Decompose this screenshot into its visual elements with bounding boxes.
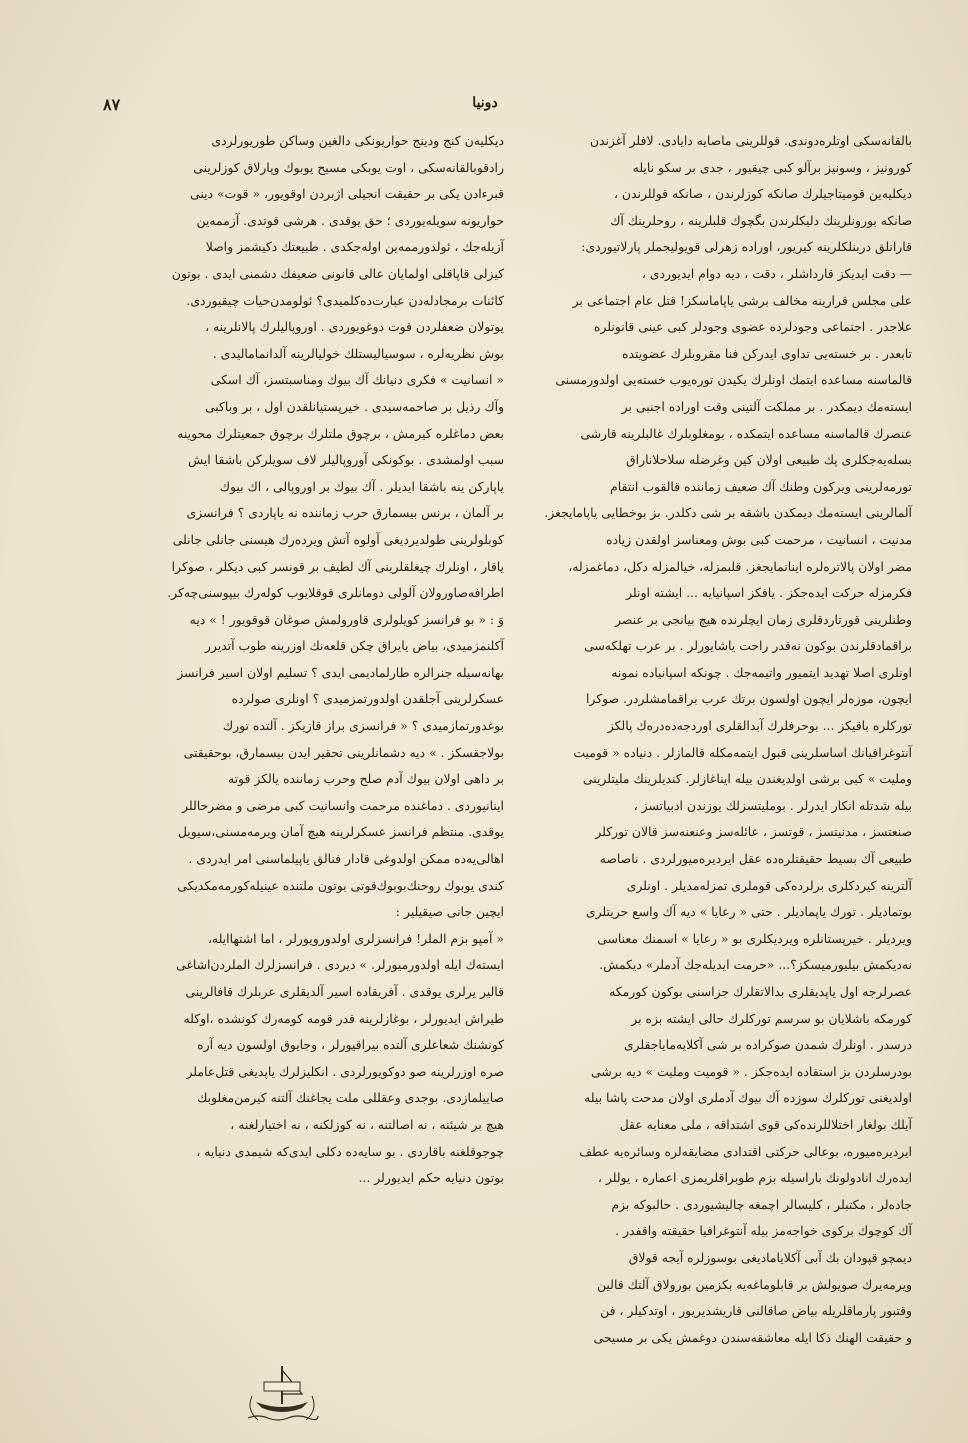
text-line: بوغدورتمازمیدی ؟ « فرانسزی براز قازیکز . آلتده تورك bbox=[222, 718, 504, 734]
text-line: بر آلمان ، برنس بیسمارق حرب زماننده نه یاپاردی ؟ فرانسزی bbox=[186, 505, 504, 521]
text-line: وَ : « بو فرانسز کویلولری قاورولمش صوغان قوقویور ! » دیه bbox=[189, 611, 504, 627]
text-line: یاقار ، اونلرك چیغلقلرینی آك لطیف بر قونسر کبی دیکلر ، صوکرا bbox=[171, 558, 504, 574]
text-line: آکلنمزمیدی، بیاض یایراق چکن قلعه‌نك اوزرینه طوب آتدیرر bbox=[204, 638, 504, 654]
text-line: صنعتسز ، مدنیتسز ، قوتسز ، عائله‌سز وعنعنه‌سز قالان تورکلر bbox=[595, 824, 912, 840]
text-line: اطرافه‌صاورولان آلولی دومانلری قوقلایوب کوله‌رك بیپوسنی‌چه‌کر. bbox=[167, 585, 504, 601]
text-line: ویرمه‌یرك صویولش بر قابلوماغه‌یه بکزمین بورولاق آلتك قالین bbox=[597, 1276, 912, 1292]
text-line: کائنات برمجادله‌دن عبارت‌ده‌کلمیدی؟ ئولومدن‌حیات چیقیوردی. bbox=[186, 292, 504, 308]
ship-banner bbox=[264, 1382, 300, 1391]
text-line: آلترینه کیردکلری برلرده‌کی قوملری تمزله‌مدیلر . اونلری bbox=[626, 877, 912, 893]
text-line: عصرلرجه اول یاپدیقلری بدالاتقلرك جزاسنی بوکون کورمکه bbox=[609, 984, 912, 999]
text-line: « آمپو بزم الملر! فرانسزلری اولدورویورلر ، اما اشتها‌ایله، bbox=[207, 930, 504, 946]
text-line: درسدر . اونلرك شمدن صوکراده بر شی آکلایه‌مایاجقلری bbox=[623, 1037, 912, 1053]
text-column-left bbox=[104, 128, 504, 1192]
text-line: اولدیغنی تورکلرك سوزده آك بیوك آدملری اولان مدحت پاشا بیله bbox=[584, 1090, 912, 1106]
text-line: بیله شدتله انکار ایدرلر . بوملیتسزلك یوزندن ادبیاتسز ، bbox=[633, 797, 912, 813]
text-line: بوتون دنیایه حکم ایدیورلر ... bbox=[358, 1170, 504, 1186]
text-line: نه‌دیکمش بیلیورمیسکز؟... «حرمت ایدیله‌جك آدملر» دیکمش. bbox=[599, 957, 912, 973]
text-line: عنصرك قالماسنه مساعده ایتمکده ، بومغلوبلرك غالبلرینه قارشی bbox=[580, 425, 912, 441]
text-line: چوجوقلغنه باقاردی . بو سایه‌ده دکلی ایدی‌که شیمدی دنیایه ، bbox=[196, 1143, 504, 1159]
text-line: ایسته‌مك دیمکدر . بر مملکت آلتینی وقت اوراده اجنبی بر bbox=[621, 398, 912, 414]
text-line: و حقیقت الهنك ذکا ایله معاشقه‌سندن دوغمش یکی بر مسیحی bbox=[593, 1329, 912, 1345]
text-line: بالقانه‌سکی اوتلره‌دوندی. قوللرینی ماصایه دایادی. لافلر آغزندن bbox=[589, 133, 912, 148]
text-line: ایچون، موزه‌لر ایچون اولسون برتك عرب براقمامشلردر. صوکرا bbox=[585, 691, 912, 707]
text-line: تورکلره باقیکز ... بوحرفلرك آبدالقلری اوردجه‌ده‌دره‌ك پالکز bbox=[607, 718, 912, 734]
text-line: تابعدر . بر خسته‌یی تداوی ایدرکن فنا مقروبلرك عضویتده bbox=[621, 345, 912, 361]
running-title: دونیا bbox=[472, 95, 498, 111]
text-line: — دقت ایدیکز قارداشلر ، دقت ، دیه دوام ایدیوردی ، bbox=[641, 265, 912, 281]
text-line: حواریونه سویله‌یوردی ؛ حق یوقدی . هرشی قوتدی. آزممه‌ین bbox=[196, 212, 504, 228]
text-line: ایردیره‌میوره، بوعالی حرکتی اقتدادی مضایقه‌لره وسائره‌یه عطف bbox=[579, 1143, 912, 1159]
text-line: هیچ بر شیئنه ، نه اصالتنه ، نه کوزلکنه ، نه اختیارلغنه ، bbox=[230, 1116, 504, 1132]
text-line: کورونیز ، وسونیز برآلو کبی چیقیور ، جدی بر سکو نایله bbox=[632, 159, 912, 175]
text-line: سبب اولمشدی . بوکونکی آوروپالیلر لاف سویلرکن باشقا ایش bbox=[188, 452, 504, 468]
text-line: وطنلرینی قورتاردقلری زمان ایچلرنده هیچ بیانجی بر عنصر bbox=[615, 611, 912, 627]
text-line: بوش نظریه‌لره ، سوسیالیستلك خولیالرینه آلدانمامالیدی . bbox=[212, 345, 504, 361]
text-line: دیمچو قپودان بك آبی آکلایامادیغی بوسوزلره آیجه قولاق bbox=[628, 1249, 912, 1265]
text-line: کورمکه باشلایان بو سرسم تورکلرك حالی ایشته بزه بر bbox=[631, 1010, 912, 1026]
text-line: طیراش ایدیورلر ، بوغازلرینه قدر قومه کومه‌رك کونشده ،اوکله bbox=[183, 1010, 504, 1026]
text-line: صاییلمازدی. بوجدی وعقللی ملت یجاغنك آلتنه کیرمن‌مغلوبك bbox=[197, 1090, 504, 1106]
text-line: وقتبور پارماقلریله بیاض صاقالنی قاریشدیریور ، اوتدکیلر ، فن bbox=[600, 1303, 912, 1319]
text-line: بودرسلردن بز استفاده ایده‌جکز . « قومیت وملیت » دیه برشی bbox=[590, 1063, 912, 1079]
text-line: قالماسنه مساعده ایتمك اونلرك یکیدن توره‌یوب خسته‌یی اولدورمسنی bbox=[555, 372, 912, 388]
text-line: اونلری اصلا تهدید ایتمیور واتیمه‌جك . چونکه اسپانیاده نمونه bbox=[611, 664, 912, 680]
text-line: علاجدر . اجتماعی وجودلرده عضوی وجودلر کبی عینی قانونلره bbox=[593, 319, 912, 335]
text-line: ایده‌رك انادولونك باراسیله بزم طوبراقلریمزی اعماره ، یوللر ، bbox=[597, 1170, 912, 1186]
text-line: قارانلق دربنلکلرینه کیریور، اوراده زهرلی قویولیجملر پارلاتیوردی: bbox=[581, 239, 912, 255]
text-line: عسکرلرینی آجلقدن اولدورتمزمیدی ؟ اونلری صولرده bbox=[231, 691, 504, 707]
text-line: آزیله‌جك ، ئولدورممه‌ین اوله‌جکدی . طبیعتك دکیشمز واصلا bbox=[205, 239, 504, 255]
text-line: بر داهی اولان بیوك آدم صلح وحرب زماننده یالکز قوته bbox=[227, 771, 504, 787]
text-line: آلمالرینی ایسته‌مك دیمکدن باشقه بر شی دکلدر. بز بوخطایی یاپامایجغز. bbox=[544, 505, 912, 521]
text-line: طبیعی آك بسیط حقیقتلره‌ده عقل ایردیره‌میورلردی . ناصاصه bbox=[599, 851, 912, 867]
text-line: علی مجلس قرارینه مخالف برشی یاپاماسکز! قتل عام اجتماعی بر bbox=[572, 292, 912, 308]
text-line: بولاجقسکز . » دیه دشمانلرینی تحقیر ایدن بیسمارق، بوحقیقتی bbox=[183, 744, 504, 760]
text-line: یوقدی. منتظم فرانسز عسکرلرینه هیچ آمان ویرمه‌مسنی،سیویل bbox=[177, 824, 504, 840]
text-line: وملیت » کبی برشی اولدیغندن بیله ایناغازلر. کندیلرینك ملیتلرینی bbox=[582, 771, 912, 787]
text-line: بسله‌یه‌جکلری پك طبیعی اولان کین وغرضله سلاحلاناراق bbox=[626, 452, 912, 468]
text-line: مضر اولان پالاتره‌لره اینانمایجغز. قلبمزله، خیالمزله دکل، دماغمزله، bbox=[568, 558, 912, 574]
text-line: کونشنك شعاعلری آلتده بیراقیورلر ، وجایوق اولسون دیه آره bbox=[197, 1037, 504, 1053]
text-line: کوبلولرینی طولدیردیغی آولوه آتش ویرده‌رك هیسنی جانلی جانلی bbox=[172, 531, 504, 547]
text-line: تورمه‌لرینی ویرکون وطنك آك ضعیف زماننده قالقوب انتقام bbox=[610, 478, 912, 494]
text-line: اینانیوردی . دماغنده مرحمت وانسانیت کبی مرضی و مضرحاللر bbox=[182, 797, 504, 813]
text-line: اهالی‌یه‌ده ممکن اولدوغی قادار فنالق یاپیلماسنی امر ایدردی . bbox=[188, 851, 504, 867]
text-line: کیزلی قاپاقلی اولمایان عالی قانونی ضعیفك دشمنی ایدی . بوتون bbox=[171, 265, 504, 281]
text-line: بعض دماغلره کیرمش ، برچوق ملتلرك برچوق جمعیتلرك محوینه bbox=[177, 425, 504, 441]
page-number: ۸۷ bbox=[103, 95, 121, 114]
text-line: کندی یوبوك روحنك‌بوبوك‌قوتی بوتون ملتنده عینیله‌کورمه‌مکدیکی bbox=[177, 877, 504, 893]
text-line: مدنیت ، انسانیت ، مرحمت کبی بوش ومعناسز اولقدن زیاده bbox=[605, 531, 912, 547]
text-line: قبرءادن یکی بر حقیقت انجیلی اژبردن اوقویور، « قوت» دینی bbox=[190, 186, 504, 202]
text-line: ایسته‌ك ایله اولدورمیورلر. » دیردی . فرانسزلرك الملردن‌اشاغی bbox=[176, 957, 504, 973]
text-line: وآك رذیل بر صاحمه‌سیدی . خیرپستیانلقدن اول ، بر وباکبی bbox=[204, 398, 504, 414]
text-line: فکرمزله حرکت ایده‌جکز . یافکز اسپانیایه ... ایشته اونلر bbox=[626, 585, 912, 601]
text-line: آك کوچوك برکوی خواجه‌مز بیله آنتوغرافیا حقیقته واقفدر . bbox=[615, 1223, 912, 1239]
text-line: بهانه‌سیله جنرالره طارلمادیمی ایدی ؟ تسلیم اولان اسیر فرانسز bbox=[177, 664, 504, 680]
text-line: بوتمادیلر . تورك یاپمادیلر . حتی « رعایا » دیه آك واسع حریتلری bbox=[585, 904, 912, 920]
text-column-right bbox=[512, 128, 912, 1351]
text-line: « انسانیت » فکری دنیانك آك بیوك ومناسبتسز، آك اسکی bbox=[210, 372, 504, 388]
ship-vignette bbox=[238, 1358, 326, 1432]
text-line: صانکه بورونلرینك دلیکلرندن بگچوك قلبلرینه ، روحلرینك آك bbox=[610, 212, 912, 228]
text-line: دیکلیه‌ین قومیتاجیلرك صانکه کوزلرندن ، صانکه قوللرندن ، bbox=[613, 186, 912, 202]
text-line: ایچین جانی صیقیلیر : bbox=[395, 904, 504, 920]
text-line: جاده‌لر ، مکتبلر ، کلیسالر اچمغه چالیشیوردی . حالبوکه بزم bbox=[611, 1196, 912, 1212]
text-line: ویردیلر . خیرپستانلره ویردیکلری بو « رعایا » اسمنك معناسی bbox=[597, 930, 912, 946]
text-line: براقمادقلرندن بوکون نه‌قدر راحت یاشایورلر . بر عرب تهلکه‌سی bbox=[584, 638, 912, 654]
text-line: آیلك بولغار اختلاللرنده‌کی قوی اشتداقه ، ملی معنایه عقل bbox=[619, 1116, 912, 1132]
text-line: آنتوغرافیانك اساسلرینی قبول ایتمه‌مکله قالمازلر . دنیاده « قومیت bbox=[573, 744, 912, 760]
text-line: قالیر یرلری یوقدی . آفریقاده اسیر آلدیقلری عربلرك قافالرینی bbox=[185, 984, 504, 999]
text-line: صره اوزرلرینه صو دوکویورلردی . انکلیزلرك یاپدیغی قتل‌عاملر bbox=[186, 1063, 504, 1079]
text-line: یوتولان ضعفلردن قوت دوغویوردی . اوروپالیلرك پالانلرینه ، bbox=[205, 319, 504, 335]
text-line: رادقوبالقانه‌سکی ، اوت یوبکی مسیح یوبوك وپارلاق کوزلرینی bbox=[193, 159, 504, 175]
text-line: یاپارکن ینه باشقا ایدیلر . آك بیوك بر اوروپالی ، اك بیوك bbox=[219, 478, 504, 494]
text-line: دیکلیه‌ن کنج ودینج حواریونکی دالغین وساکن طوریورلردی bbox=[211, 133, 504, 148]
